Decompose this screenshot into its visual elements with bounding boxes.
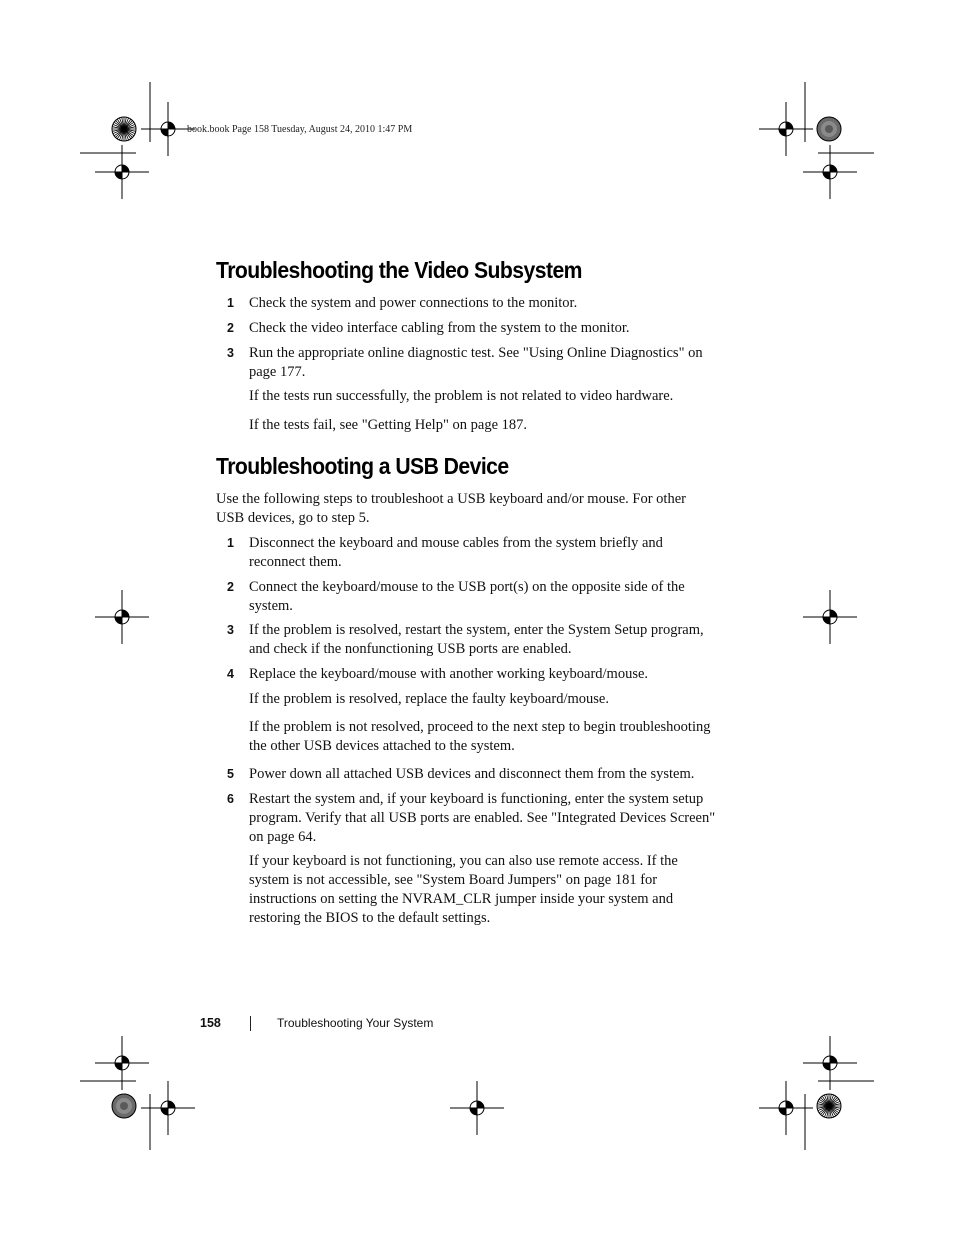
- video-step-number: 3: [227, 346, 234, 360]
- print-stamp: book.book Page 158 Tuesday, August 24, 2010 1:47 PM: [187, 124, 413, 135]
- usb-step4-note: If the problem is resolved, replace the faulty keyboard/mouse.: [249, 691, 609, 707]
- usb-step-number: 2: [227, 580, 234, 594]
- video-step-text: Check the video interface cabling from the system to the monitor.: [249, 320, 630, 336]
- usb-step6-note: If your keyboard is not functioning, you can also use remote access. If the system is not accessible, see "System Board Jumpers" on page 181 for instructions on setting the NVRAM_CLR jumper inside your system and restoring the BIOS to the default settings.: [249, 853, 678, 926]
- usb-step-number: 5: [227, 767, 234, 781]
- usb-step4-note: If the problem is not resolved, proceed to the next step to begin troubleshooting the other USB devices attached to the system.: [249, 719, 711, 754]
- video-step-text: Run the appropriate online diagnostic test. See "Using Online Diagnostics" on page 177.: [249, 345, 703, 380]
- usb-step-text: Connect the keyboard/mouse to the USB port(s) on the opposite side of the system.: [249, 579, 685, 614]
- video-step-number: 2: [227, 321, 234, 335]
- usb-intro: Use the following steps to troubleshoot a USB keyboard and/or mouse. For other USB devices, go to step 5.: [216, 491, 686, 526]
- usb-step-number: 1: [227, 536, 234, 550]
- usb-step-text: Restart the system and, if your keyboard is functioning, enter the system setup program. Verify that all USB ports are enabled. See "Integrated Devices Screen" on page 64.: [249, 791, 716, 845]
- video-note: If the tests run successfully, the problem is not related to video hardware.: [249, 388, 674, 404]
- video-note: If the tests fail, see "Getting Help" on page 187.: [249, 417, 527, 433]
- usb-step-number: 6: [227, 792, 234, 806]
- video-step-text: Check the system and power connections to the monitor.: [249, 295, 578, 311]
- usb-step-text: Replace the keyboard/mouse with another working keyboard/mouse.: [249, 666, 649, 682]
- video-step-number: 1: [227, 296, 234, 310]
- usb-step-text: Power down all attached USB devices and disconnect them from the system.: [249, 766, 695, 782]
- chapter-title: Troubleshooting Your System: [277, 1016, 434, 1030]
- footer-divider: [250, 1016, 251, 1031]
- usb-step-text: If the problem is resolved, restart the system, enter the System Setup program, and check if the nonfunctioning USB ports are enabled.: [249, 622, 704, 657]
- page-number: 158: [200, 1016, 221, 1030]
- usb-step-text: Disconnect the keyboard and mouse cables from the system briefly and reconnect them.: [249, 535, 663, 570]
- usb-step-number: 3: [227, 623, 234, 637]
- video-section-heading: Troubleshooting the Video Subsystem: [216, 257, 582, 283]
- usb-step-number: 4: [227, 667, 234, 681]
- usb-section-heading: Troubleshooting a USB Device: [216, 453, 509, 479]
